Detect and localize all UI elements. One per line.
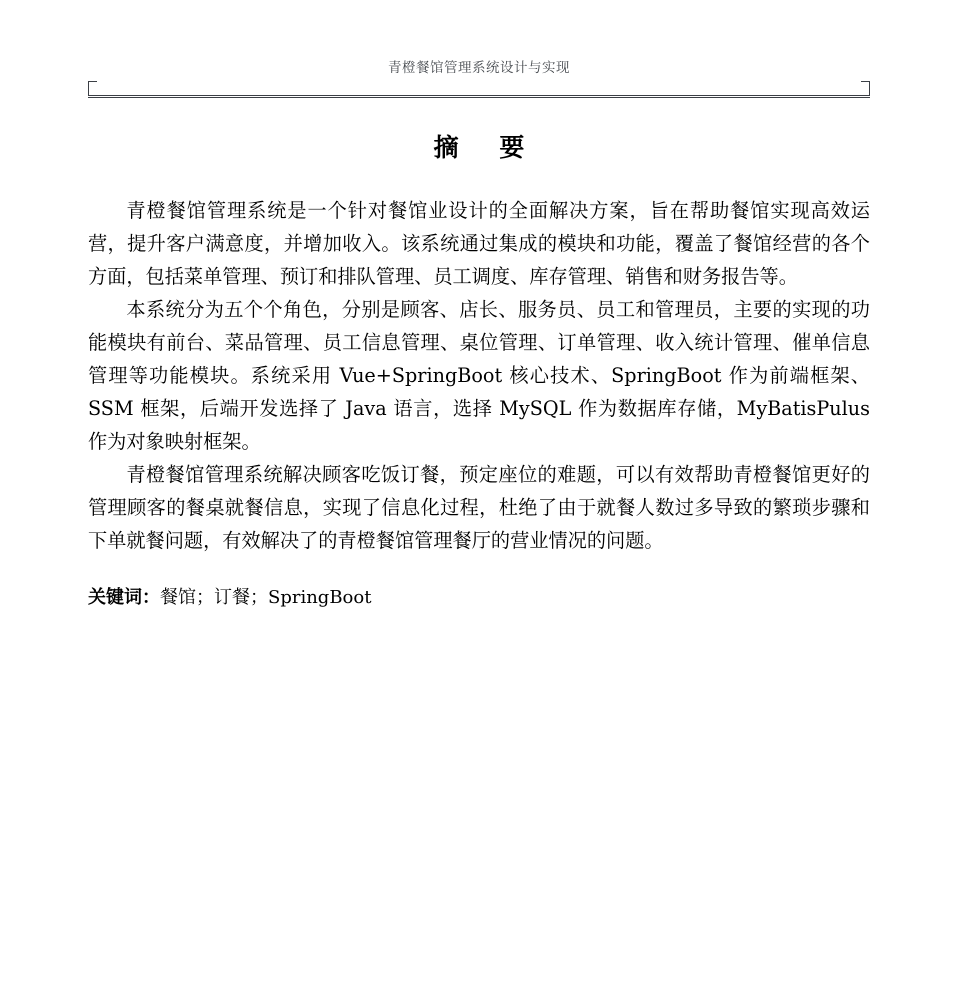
keywords-line <box>88 583 870 613</box>
header-double-rule <box>88 95 870 98</box>
header-corner-right <box>869 81 870 96</box>
running-header-title: 青橙餐馆管理系统设计与实现 <box>388 60 570 76</box>
page-header <box>88 58 870 102</box>
abstract-paragraph-2: 本系统分为五个个角色，分别是顾客、店长、服务员、员工和管理员，主要的实现的功能模块有前台、菜品管理、员工信息管理、桌位管理、订单管理、收入统计管理、催单信息管理等功能模块。系统采用 Vue+SpringBoot 核心技术、SpringBoot 作为前端框架、SSM 框架，后端开发选择了 Java 语言，选择 MySQL 作为数据库存储，MyBatisPulus 作为对象映射框架。 <box>88 298 870 453</box>
page-title: 摘 要 <box>433 133 541 162</box>
header-corner-left <box>88 81 89 96</box>
abstract-paragraph-3: 青橙餐馆管理系统解决顾客吃饭订餐，预定座位的难题，可以有效帮助青橙餐馆更好的管理顾客的餐桌就餐信息，实现了信息化过程，杜绝了由于就餐人数过多导致的繁琐步骤和下单就餐问题，有效解决了的青橙餐馆管理餐厅的营业情况的问题。 <box>88 463 870 552</box>
document-body <box>88 128 870 613</box>
abstract-paragraph-1: 青橙餐馆管理系统是一个针对餐馆业设计的全面解决方案，旨在帮助餐馆实现高效运营，提升客户满意度，并增加收入。该系统通过集成的模块和功能，覆盖了餐馆经营的各个方面，包括菜单管理、预订和排队管理、员工调度、库存管理、销售和财务报告等。 <box>88 199 870 288</box>
keywords-label: 关键词： <box>88 587 160 608</box>
keywords-value: 餐馆；订餐；SpringBoot <box>160 587 372 608</box>
